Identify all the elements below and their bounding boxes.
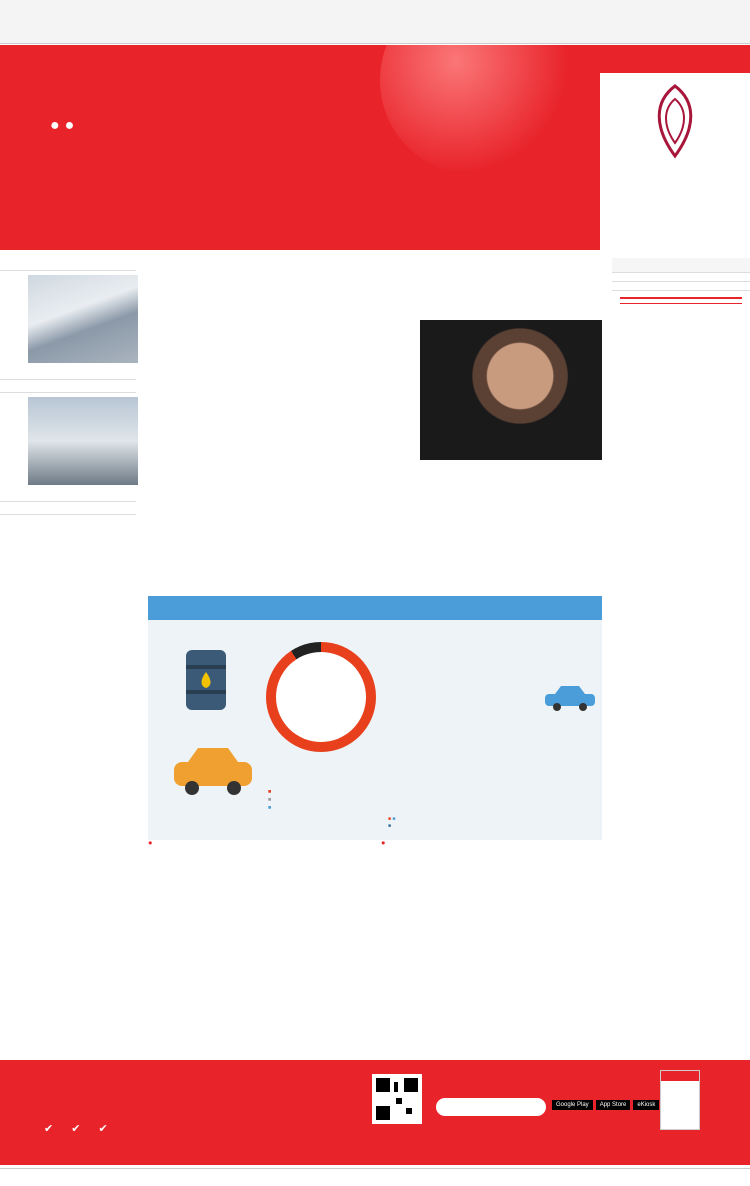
car-icon: [168, 740, 258, 800]
barcode-icon: [620, 948, 738, 988]
masthead: [0, 45, 750, 250]
subscription-ad[interactable]: [0, 1060, 750, 1165]
infographic-title: [148, 596, 602, 620]
right-story[interactable]: [612, 282, 750, 291]
left-story[interactable]: [0, 258, 136, 271]
airport-photo: [28, 397, 138, 485]
app-store-badges[interactable]: Google Play App Store eKiosk: [552, 1100, 659, 1110]
left-story[interactable]: [0, 502, 136, 515]
tablet-icon: [660, 1070, 700, 1130]
infographic: [148, 620, 602, 840]
oil-barrel-icon: [156, 630, 256, 730]
footer: [0, 1168, 750, 1186]
right-story[interactable]: [612, 258, 750, 273]
abone-url-field[interactable]: [436, 1098, 546, 1116]
usage-gauge: [266, 642, 376, 752]
qr-code-icon: [372, 1074, 422, 1124]
barcode-box: [620, 948, 740, 993]
train-photo: [28, 275, 138, 363]
bar-legend: ■ ■ ■: [388, 816, 396, 829]
left-story[interactable]: [0, 367, 136, 380]
market-ticker: [0, 0, 750, 44]
g20-ornament-icon: [635, 81, 715, 161]
left-column: [0, 258, 136, 1028]
sun-graphic: [380, 45, 570, 175]
left-story[interactable]: [0, 489, 136, 502]
right-column: [612, 258, 750, 1058]
erdogan-photo: [420, 320, 602, 460]
ad-features: ✔ ✔ ✔: [44, 1123, 108, 1135]
opinion-header: [620, 297, 742, 304]
right-story[interactable]: [612, 273, 750, 282]
article-body: [148, 880, 602, 1040]
g20-logo: [600, 73, 750, 250]
gauge-legend: ■ ■ ■: [268, 789, 272, 811]
left-story[interactable]: [0, 380, 136, 393]
left-story[interactable]: [0, 515, 136, 527]
car-side-icon: [543, 682, 598, 712]
article-intro: ● ●: [148, 838, 386, 847]
masthead-subtitle: ●●: [50, 117, 80, 134]
opinion-pages: [612, 308, 750, 312]
